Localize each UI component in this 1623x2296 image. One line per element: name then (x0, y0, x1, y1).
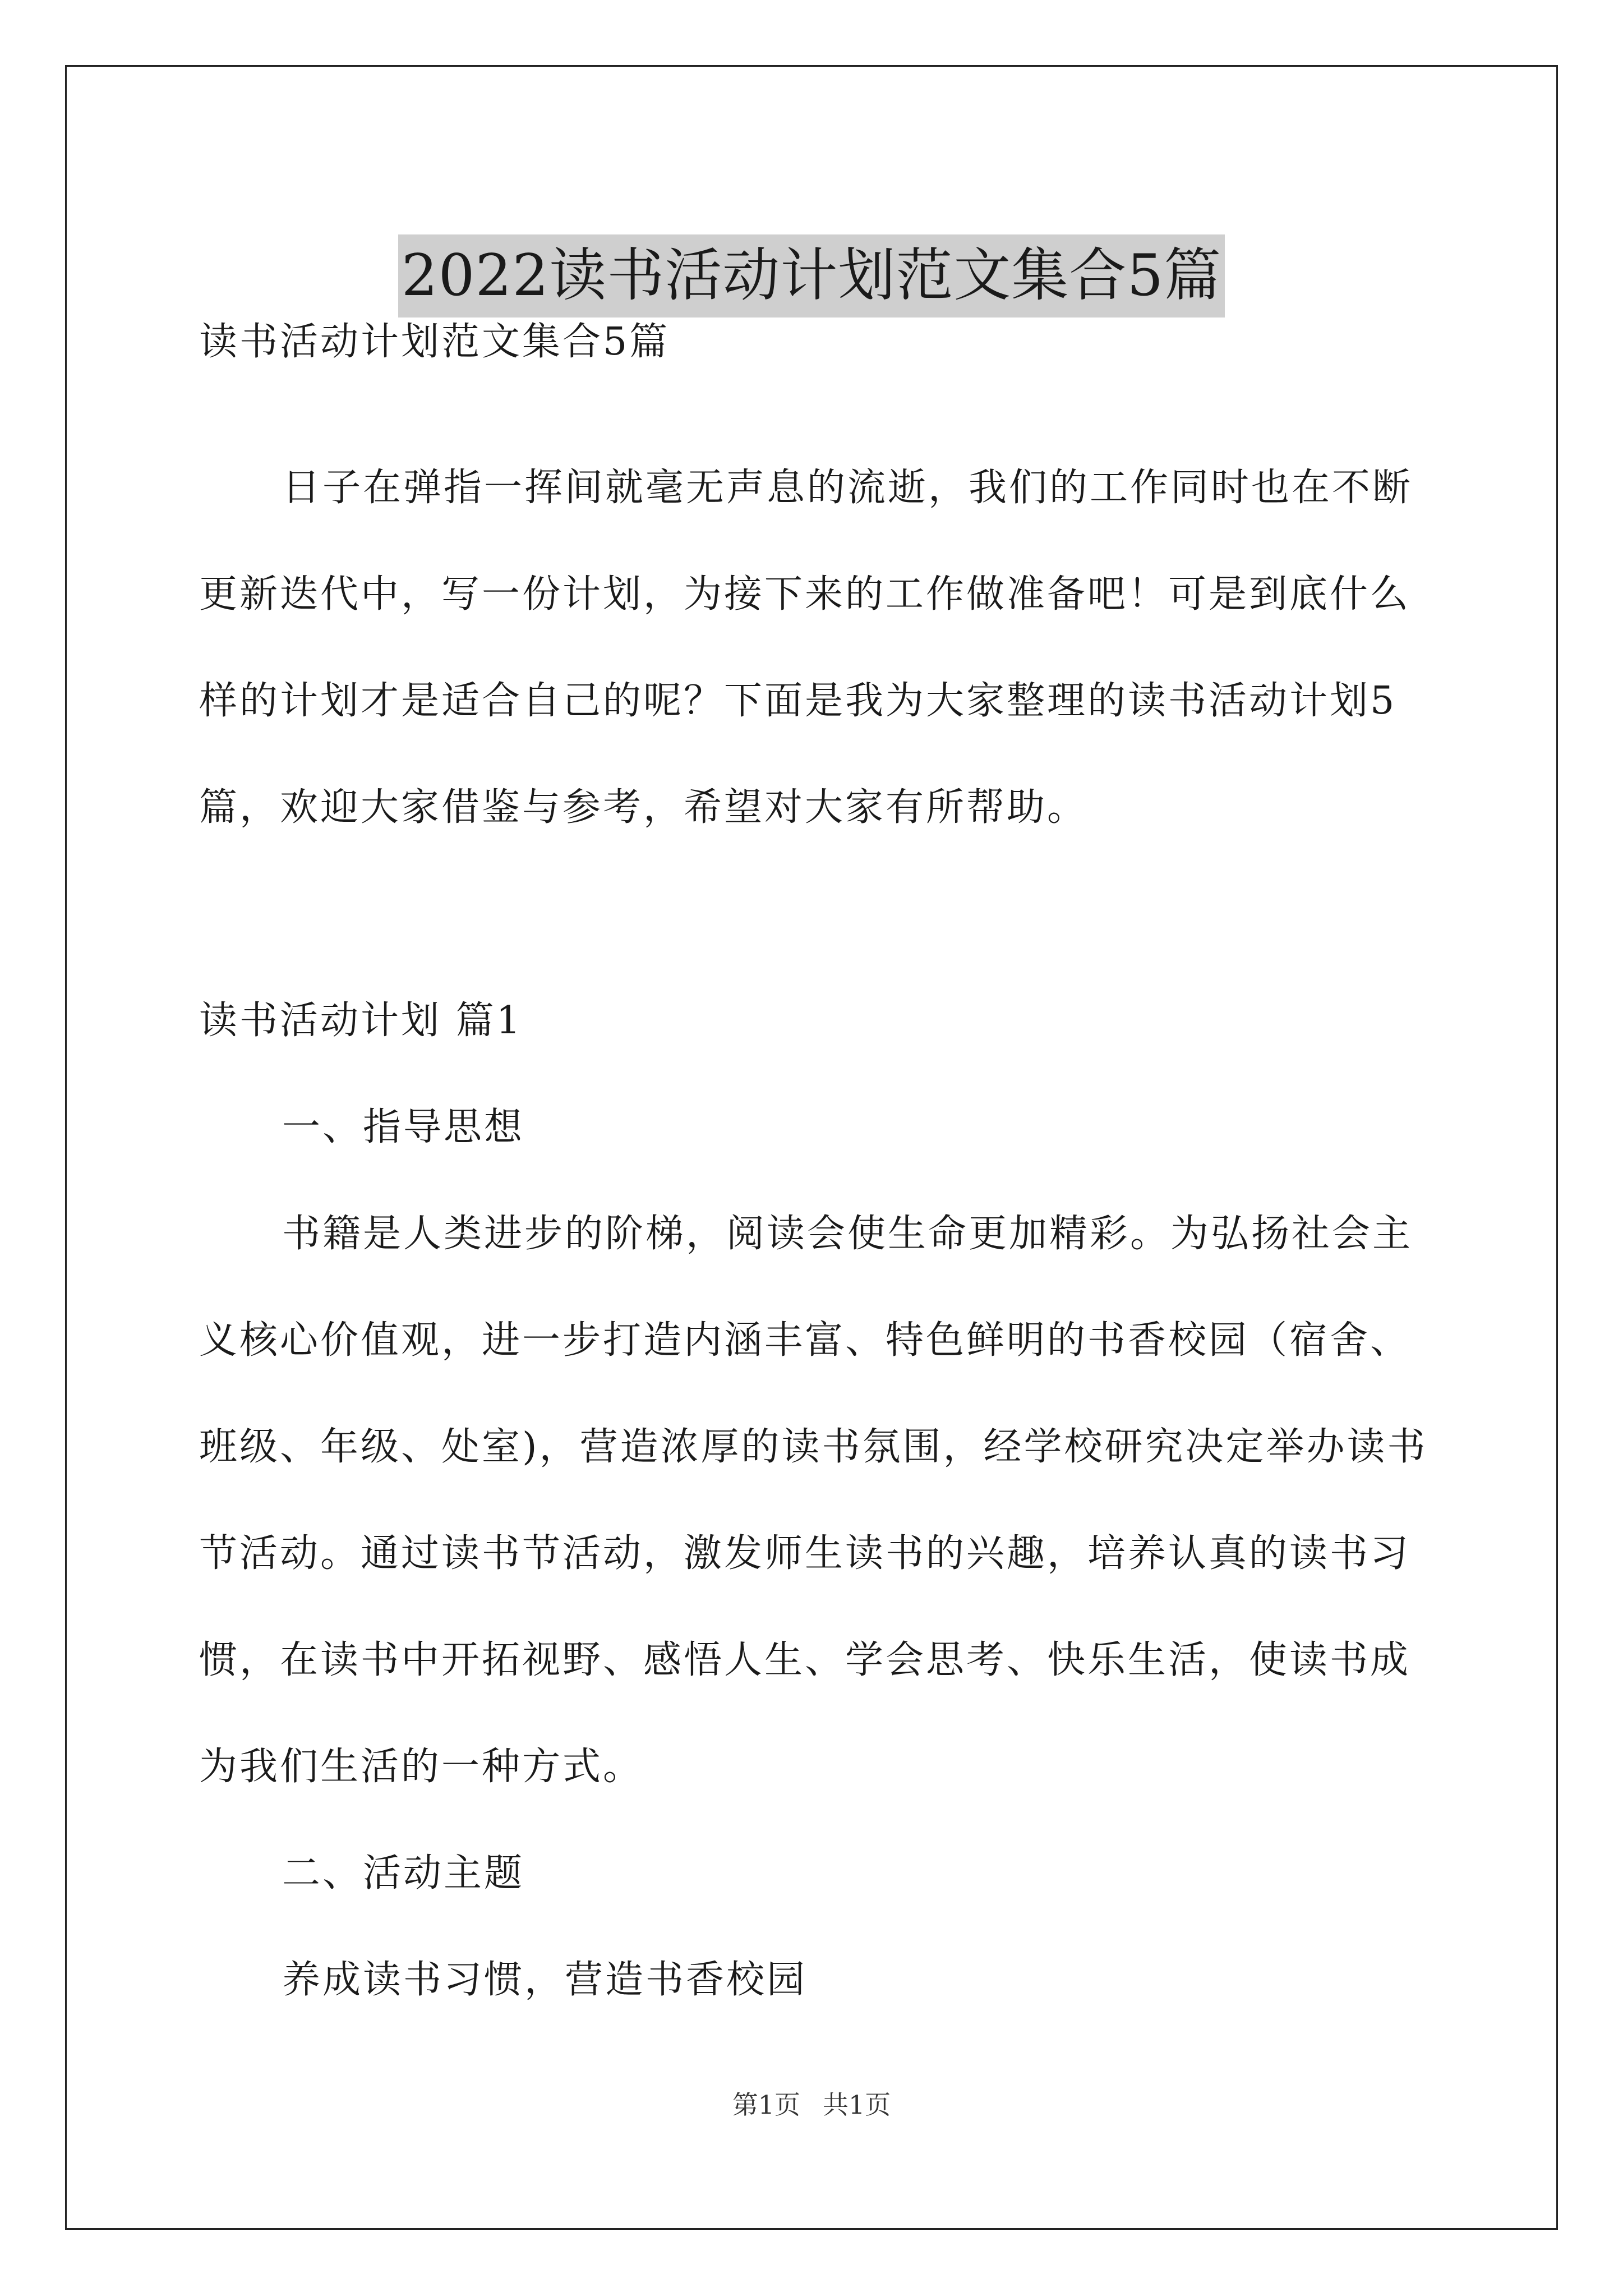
intro-line-2: 更新迭代中，写一份计划，为接下来的工作做准备吧！可是到底什么 (199, 572, 1411, 616)
document-title: 2022读书活动计划范文集合5篇 (398, 234, 1225, 318)
intro-line-4: 篇，欢迎大家借鉴与参考，希望对大家有所帮助。 (199, 785, 1088, 830)
theme-text: 养成读书习惯，营造书香校园 (282, 1958, 808, 2002)
guide-line-5: 惯，在读书中开拓视野、感悟人生、学会思考、快乐生活，使读书成 (199, 1638, 1411, 1682)
guide-line-2: 义核心价值观，进一步打造内涵丰富、特色鲜明的书香校园（宿舍、 (199, 1318, 1411, 1363)
section-heading: 读书活动计划 篇1 (199, 999, 523, 1043)
guide-line-1: 书籍是人类进步的阶梯，阅读会使生命更加精彩。为弘扬社会主 (282, 1212, 1413, 1256)
page-number-current: 第1页 (732, 2090, 800, 2120)
intro-line-1: 日子在弹指一挥间就毫无声息的流逝，我们的工作同时也在不断 (282, 466, 1413, 510)
guide-line-4: 节活动。通过读书节活动，激发师生读书的兴趣，培养认真的读书习 (199, 1531, 1411, 1576)
guide-line-6: 为我们生活的一种方式。 (199, 1745, 644, 1789)
document-subtitle: 读书活动计划范文集合5篇 (199, 320, 670, 364)
page-number-total: 共1页 (823, 2090, 891, 2120)
guide-heading: 一、指导思想 (282, 1105, 525, 1149)
intro-line-3: 样的计划才是适合自己的呢？下面是我为大家整理的读书活动计划5 (199, 679, 1397, 723)
theme-heading: 二、活动主题 (282, 1851, 525, 1895)
page-footer (0, 2088, 1623, 2122)
guide-line-3: 班级、年级、处室)，营造浓厚的读书氛围，经学校研究决定举办读书 (199, 1425, 1428, 1469)
